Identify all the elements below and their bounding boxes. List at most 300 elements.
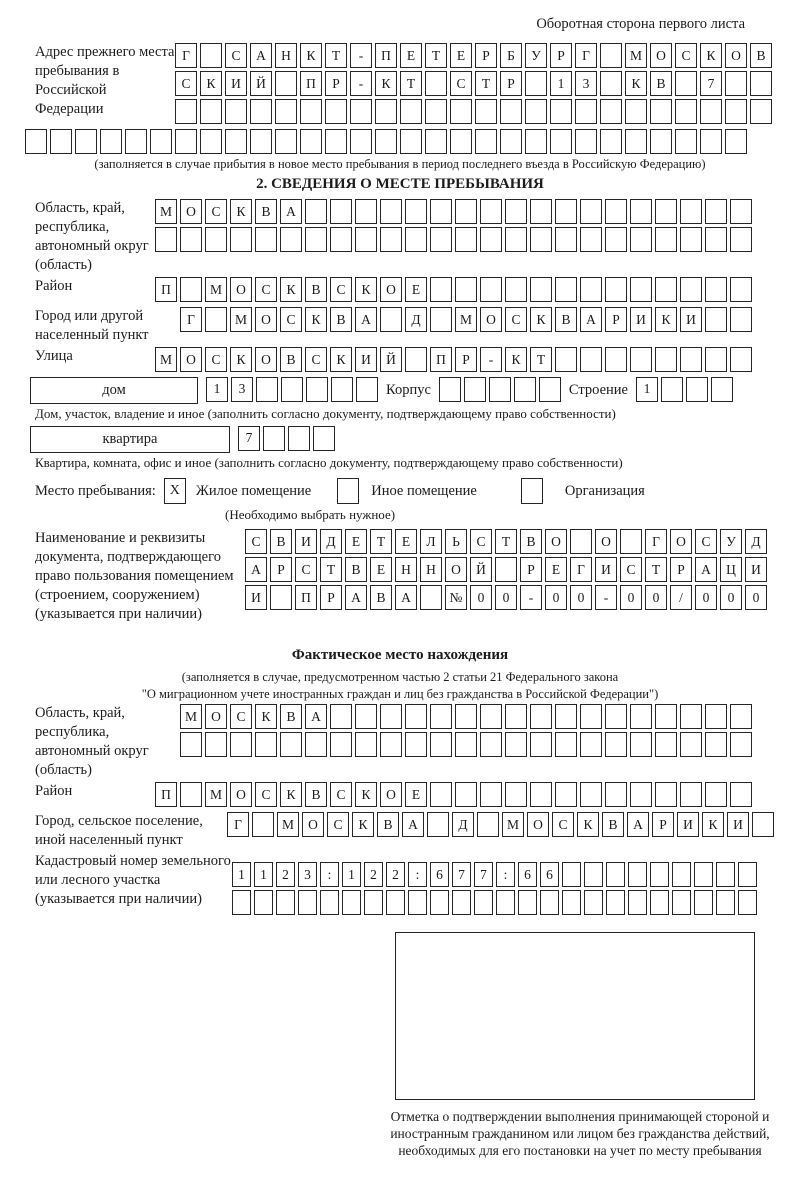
char-box[interactable] — [425, 129, 447, 154]
char-box[interactable] — [730, 199, 752, 224]
char-box[interactable]: М — [502, 812, 524, 837]
char-box[interactable]: С — [505, 307, 527, 332]
char-box[interactable]: С — [205, 199, 227, 224]
char-box[interactable]: Т — [400, 71, 422, 96]
char-box[interactable] — [225, 99, 247, 124]
char-box[interactable] — [625, 129, 647, 154]
char-box[interactable]: П — [430, 347, 452, 372]
char-box[interactable]: / — [670, 585, 692, 610]
char-box[interactable]: А — [695, 557, 717, 582]
char-box[interactable] — [200, 129, 222, 154]
char-box[interactable] — [455, 227, 477, 252]
char-box[interactable] — [375, 129, 397, 154]
char-box[interactable]: И — [295, 529, 317, 554]
char-box[interactable]: М — [205, 782, 227, 807]
char-box[interactable]: 0 — [720, 585, 742, 610]
char-box[interactable]: 1 — [232, 862, 251, 887]
char-box[interactable]: В — [650, 71, 672, 96]
char-box[interactable] — [405, 199, 427, 224]
char-box[interactable]: Й — [380, 347, 402, 372]
char-box[interactable] — [350, 129, 372, 154]
char-box[interactable] — [530, 227, 552, 252]
char-box[interactable] — [725, 129, 747, 154]
organization-checkbox[interactable] — [521, 478, 543, 504]
char-box[interactable] — [455, 782, 477, 807]
char-box[interactable]: И — [355, 347, 377, 372]
char-box[interactable]: П — [300, 71, 322, 96]
char-box[interactable]: Е — [400, 43, 422, 68]
char-box[interactable] — [477, 812, 499, 837]
char-box[interactable]: Р — [550, 43, 572, 68]
char-box[interactable] — [386, 890, 405, 915]
char-box[interactable]: О — [527, 812, 549, 837]
char-box[interactable]: Д — [405, 307, 427, 332]
char-box[interactable] — [255, 227, 277, 252]
char-box[interactable] — [405, 732, 427, 757]
char-box[interactable] — [705, 347, 727, 372]
char-box[interactable] — [225, 129, 247, 154]
char-box[interactable] — [325, 129, 347, 154]
char-box[interactable] — [505, 704, 527, 729]
char-box[interactable]: С — [330, 782, 352, 807]
char-box[interactable]: Т — [320, 557, 342, 582]
char-box[interactable]: А — [395, 585, 417, 610]
char-box[interactable]: С — [280, 307, 302, 332]
char-box[interactable]: И — [745, 557, 767, 582]
char-box[interactable] — [530, 277, 552, 302]
char-box[interactable] — [705, 704, 727, 729]
char-box[interactable] — [752, 812, 774, 837]
char-box[interactable]: Р — [652, 812, 674, 837]
char-box[interactable]: Т — [530, 347, 552, 372]
char-box[interactable] — [580, 732, 602, 757]
char-box[interactable] — [555, 732, 577, 757]
char-box[interactable] — [680, 227, 702, 252]
char-box[interactable]: Т — [475, 71, 497, 96]
char-box[interactable]: С — [330, 277, 352, 302]
char-box[interactable]: И — [225, 71, 247, 96]
char-box[interactable] — [584, 890, 603, 915]
char-box[interactable]: - — [520, 585, 542, 610]
char-box[interactable] — [100, 129, 122, 154]
char-box[interactable] — [489, 377, 511, 402]
char-box[interactable] — [430, 199, 452, 224]
char-box[interactable]: № — [445, 585, 467, 610]
char-box[interactable]: 2 — [386, 862, 405, 887]
char-box[interactable] — [305, 199, 327, 224]
char-box[interactable] — [539, 377, 561, 402]
char-box[interactable]: П — [155, 277, 177, 302]
char-box[interactable] — [650, 99, 672, 124]
char-box[interactable] — [505, 732, 527, 757]
char-box[interactable] — [550, 129, 572, 154]
char-box[interactable] — [680, 347, 702, 372]
char-box[interactable]: К — [352, 812, 374, 837]
char-box[interactable] — [280, 227, 302, 252]
char-box[interactable] — [270, 585, 292, 610]
char-box[interactable]: Н — [275, 43, 297, 68]
char-box[interactable] — [738, 890, 757, 915]
char-box[interactable]: 2 — [276, 862, 295, 887]
char-box[interactable] — [675, 129, 697, 154]
char-box[interactable]: 3 — [575, 71, 597, 96]
char-box[interactable] — [530, 732, 552, 757]
char-box[interactable] — [230, 732, 252, 757]
char-box[interactable]: Р — [520, 557, 542, 582]
char-box[interactable] — [355, 704, 377, 729]
char-box[interactable] — [25, 129, 47, 154]
residential-checkbox[interactable]: X — [164, 478, 186, 504]
char-box[interactable]: О — [650, 43, 672, 68]
char-box[interactable] — [380, 307, 402, 332]
char-box[interactable]: О — [725, 43, 747, 68]
char-box[interactable]: Р — [605, 307, 627, 332]
char-box[interactable]: 6 — [540, 862, 559, 887]
char-box[interactable] — [200, 99, 222, 124]
char-box[interactable] — [650, 890, 669, 915]
char-box[interactable] — [705, 277, 727, 302]
char-box[interactable] — [655, 347, 677, 372]
char-box[interactable] — [514, 377, 536, 402]
char-box[interactable] — [680, 704, 702, 729]
char-box[interactable] — [254, 890, 273, 915]
char-box[interactable] — [275, 71, 297, 96]
char-box[interactable] — [730, 704, 752, 729]
char-box[interactable]: В — [377, 812, 399, 837]
char-box[interactable]: А — [305, 704, 327, 729]
char-box[interactable]: 0 — [745, 585, 767, 610]
char-box[interactable]: М — [625, 43, 647, 68]
char-box[interactable] — [380, 732, 402, 757]
char-box[interactable] — [330, 227, 352, 252]
char-box[interactable]: С — [327, 812, 349, 837]
char-box[interactable] — [555, 347, 577, 372]
char-box[interactable]: 7 — [474, 862, 493, 887]
char-box[interactable] — [427, 812, 449, 837]
char-box[interactable] — [439, 377, 461, 402]
char-box[interactable] — [680, 277, 702, 302]
char-box[interactable]: А — [245, 557, 267, 582]
char-box[interactable] — [525, 129, 547, 154]
char-box[interactable]: 0 — [645, 585, 667, 610]
char-box[interactable] — [150, 129, 172, 154]
char-box[interactable]: К — [355, 782, 377, 807]
char-box[interactable] — [705, 307, 727, 332]
char-box[interactable] — [725, 99, 747, 124]
char-box[interactable]: Г — [227, 812, 249, 837]
char-box[interactable] — [280, 732, 302, 757]
char-box[interactable] — [430, 890, 449, 915]
char-box[interactable]: О — [595, 529, 617, 554]
char-box[interactable]: К — [655, 307, 677, 332]
char-box[interactable]: 0 — [570, 585, 592, 610]
char-box[interactable] — [628, 862, 647, 887]
char-box[interactable] — [570, 529, 592, 554]
char-box[interactable]: А — [355, 307, 377, 332]
char-box[interactable] — [480, 782, 502, 807]
char-box[interactable] — [705, 227, 727, 252]
char-box[interactable] — [125, 129, 147, 154]
char-box[interactable] — [725, 71, 747, 96]
char-box[interactable] — [408, 890, 427, 915]
char-box[interactable] — [630, 227, 652, 252]
char-box[interactable] — [430, 732, 452, 757]
char-box[interactable] — [405, 704, 427, 729]
char-box[interactable] — [495, 557, 517, 582]
char-box[interactable] — [555, 704, 577, 729]
char-box[interactable] — [375, 99, 397, 124]
char-box[interactable] — [605, 782, 627, 807]
char-box[interactable] — [455, 732, 477, 757]
char-box[interactable] — [230, 227, 252, 252]
char-box[interactable]: Г — [180, 307, 202, 332]
char-box[interactable] — [263, 426, 285, 451]
char-box[interactable]: К — [255, 704, 277, 729]
char-box[interactable] — [606, 890, 625, 915]
char-box[interactable] — [250, 129, 272, 154]
char-box[interactable] — [405, 227, 427, 252]
char-box[interactable] — [630, 277, 652, 302]
char-box[interactable]: Т — [325, 43, 347, 68]
char-box[interactable]: Д — [320, 529, 342, 554]
char-box[interactable]: В — [602, 812, 624, 837]
char-box[interactable]: Г — [575, 43, 597, 68]
char-box[interactable]: Е — [395, 529, 417, 554]
char-box[interactable]: К — [305, 307, 327, 332]
char-box[interactable] — [505, 782, 527, 807]
char-box[interactable] — [455, 199, 477, 224]
char-box[interactable] — [350, 99, 372, 124]
char-box[interactable] — [180, 732, 202, 757]
char-box[interactable]: К — [700, 43, 722, 68]
char-box[interactable]: С — [620, 557, 642, 582]
char-box[interactable]: О — [255, 307, 277, 332]
char-box[interactable] — [680, 199, 702, 224]
char-box[interactable] — [430, 782, 452, 807]
char-box[interactable] — [550, 99, 572, 124]
char-box[interactable] — [320, 890, 339, 915]
char-box[interactable] — [500, 129, 522, 154]
char-box[interactable]: : — [320, 862, 339, 887]
char-box[interactable] — [205, 307, 227, 332]
char-box[interactable]: В — [305, 782, 327, 807]
char-box[interactable]: А — [402, 812, 424, 837]
char-box[interactable] — [580, 782, 602, 807]
char-box[interactable] — [505, 227, 527, 252]
char-box[interactable]: В — [330, 307, 352, 332]
char-box[interactable]: 0 — [620, 585, 642, 610]
char-box[interactable] — [380, 199, 402, 224]
char-box[interactable] — [255, 732, 277, 757]
char-box[interactable]: Т — [425, 43, 447, 68]
char-box[interactable]: А — [627, 812, 649, 837]
char-box[interactable] — [705, 732, 727, 757]
char-box[interactable]: Р — [500, 71, 522, 96]
char-box[interactable] — [584, 862, 603, 887]
char-box[interactable] — [205, 227, 227, 252]
char-box[interactable] — [716, 890, 735, 915]
char-box[interactable]: О — [205, 704, 227, 729]
char-box[interactable] — [455, 277, 477, 302]
char-box[interactable] — [555, 199, 577, 224]
char-box[interactable] — [700, 129, 722, 154]
char-box[interactable] — [750, 71, 772, 96]
char-box[interactable] — [325, 99, 347, 124]
char-box[interactable]: У — [720, 529, 742, 554]
char-box[interactable] — [452, 890, 471, 915]
char-box[interactable]: 3 — [298, 862, 317, 887]
char-box[interactable]: Е — [545, 557, 567, 582]
char-box[interactable]: П — [375, 43, 397, 68]
char-box[interactable] — [430, 227, 452, 252]
char-box[interactable] — [281, 377, 303, 402]
char-box[interactable] — [650, 129, 672, 154]
char-box[interactable] — [380, 704, 402, 729]
char-box[interactable]: В — [280, 347, 302, 372]
other-premises-checkbox[interactable] — [337, 478, 359, 504]
char-box[interactable] — [180, 277, 202, 302]
char-box[interactable] — [364, 890, 383, 915]
char-box[interactable] — [330, 732, 352, 757]
char-box[interactable] — [356, 377, 378, 402]
char-box[interactable]: Е — [370, 557, 392, 582]
char-box[interactable]: К — [530, 307, 552, 332]
char-box[interactable] — [430, 704, 452, 729]
char-box[interactable]: О — [380, 277, 402, 302]
char-box[interactable]: 0 — [470, 585, 492, 610]
char-box[interactable] — [355, 227, 377, 252]
char-box[interactable]: М — [230, 307, 252, 332]
char-box[interactable]: К — [577, 812, 599, 837]
char-box[interactable]: В — [750, 43, 772, 68]
char-box[interactable]: М — [205, 277, 227, 302]
char-box[interactable] — [580, 704, 602, 729]
char-box[interactable]: С — [225, 43, 247, 68]
char-box[interactable] — [175, 129, 197, 154]
char-box[interactable]: О — [545, 529, 567, 554]
char-box[interactable] — [655, 704, 677, 729]
char-box[interactable] — [480, 199, 502, 224]
char-box[interactable]: В — [305, 277, 327, 302]
char-box[interactable]: 1 — [342, 862, 361, 887]
char-box[interactable]: С — [470, 529, 492, 554]
char-box[interactable] — [480, 704, 502, 729]
char-box[interactable]: 2 — [364, 862, 383, 887]
char-box[interactable]: Н — [395, 557, 417, 582]
char-box[interactable] — [342, 890, 361, 915]
char-box[interactable] — [505, 199, 527, 224]
char-box[interactable] — [525, 71, 547, 96]
char-box[interactable] — [630, 732, 652, 757]
char-box[interactable]: О — [180, 347, 202, 372]
char-box[interactable] — [600, 129, 622, 154]
char-box[interactable]: 0 — [495, 585, 517, 610]
char-box[interactable]: - — [350, 71, 372, 96]
char-box[interactable] — [750, 99, 772, 124]
char-box[interactable]: : — [496, 862, 515, 887]
char-box[interactable]: - — [480, 347, 502, 372]
char-box[interactable] — [180, 782, 202, 807]
char-box[interactable]: К — [200, 71, 222, 96]
char-box[interactable] — [540, 890, 559, 915]
char-box[interactable] — [50, 129, 72, 154]
char-box[interactable] — [705, 782, 727, 807]
char-box[interactable]: П — [155, 782, 177, 807]
char-box[interactable] — [600, 43, 622, 68]
char-box[interactable] — [675, 71, 697, 96]
char-box[interactable]: О — [255, 347, 277, 372]
char-box[interactable] — [580, 199, 602, 224]
char-box[interactable] — [730, 732, 752, 757]
char-box[interactable]: И — [727, 812, 749, 837]
char-box[interactable] — [672, 862, 691, 887]
char-box[interactable]: Г — [175, 43, 197, 68]
char-box[interactable]: Е — [405, 782, 427, 807]
char-box[interactable] — [480, 277, 502, 302]
char-box[interactable]: К — [375, 71, 397, 96]
char-box[interactable]: Т — [645, 557, 667, 582]
char-box[interactable] — [288, 426, 310, 451]
char-box[interactable] — [711, 377, 733, 402]
char-box[interactable]: В — [345, 557, 367, 582]
char-box[interactable] — [464, 377, 486, 402]
char-box[interactable]: К — [625, 71, 647, 96]
char-box[interactable] — [655, 277, 677, 302]
char-box[interactable] — [680, 782, 702, 807]
char-box[interactable] — [680, 732, 702, 757]
char-box[interactable]: 1 — [254, 862, 273, 887]
char-box[interactable] — [555, 277, 577, 302]
char-box[interactable]: 1 — [636, 377, 658, 402]
char-box[interactable]: М — [277, 812, 299, 837]
char-box[interactable]: 0 — [545, 585, 567, 610]
char-box[interactable]: : — [408, 862, 427, 887]
char-box[interactable] — [606, 862, 625, 887]
char-box[interactable] — [256, 377, 278, 402]
char-box[interactable] — [425, 71, 447, 96]
char-box[interactable] — [500, 99, 522, 124]
char-box[interactable]: С — [675, 43, 697, 68]
char-box[interactable]: Ц — [720, 557, 742, 582]
char-box[interactable] — [496, 890, 515, 915]
char-box[interactable] — [625, 99, 647, 124]
char-box[interactable] — [700, 99, 722, 124]
char-box[interactable]: С — [255, 782, 277, 807]
char-box[interactable]: - — [350, 43, 372, 68]
char-box[interactable]: Й — [470, 557, 492, 582]
char-box[interactable]: К — [300, 43, 322, 68]
char-box[interactable]: С — [295, 557, 317, 582]
char-box[interactable]: С — [552, 812, 574, 837]
char-box[interactable] — [686, 377, 708, 402]
char-box[interactable] — [730, 782, 752, 807]
char-box[interactable] — [694, 862, 713, 887]
char-box[interactable]: К — [280, 782, 302, 807]
char-box[interactable]: А — [280, 199, 302, 224]
char-box[interactable] — [705, 199, 727, 224]
char-box[interactable] — [655, 199, 677, 224]
char-box[interactable]: В — [555, 307, 577, 332]
char-box[interactable] — [305, 227, 327, 252]
char-box[interactable] — [525, 99, 547, 124]
char-box[interactable] — [400, 129, 422, 154]
char-box[interactable] — [630, 782, 652, 807]
char-box[interactable] — [580, 227, 602, 252]
char-box[interactable] — [305, 732, 327, 757]
char-box[interactable] — [620, 529, 642, 554]
char-box[interactable]: К — [280, 277, 302, 302]
char-box[interactable] — [575, 129, 597, 154]
